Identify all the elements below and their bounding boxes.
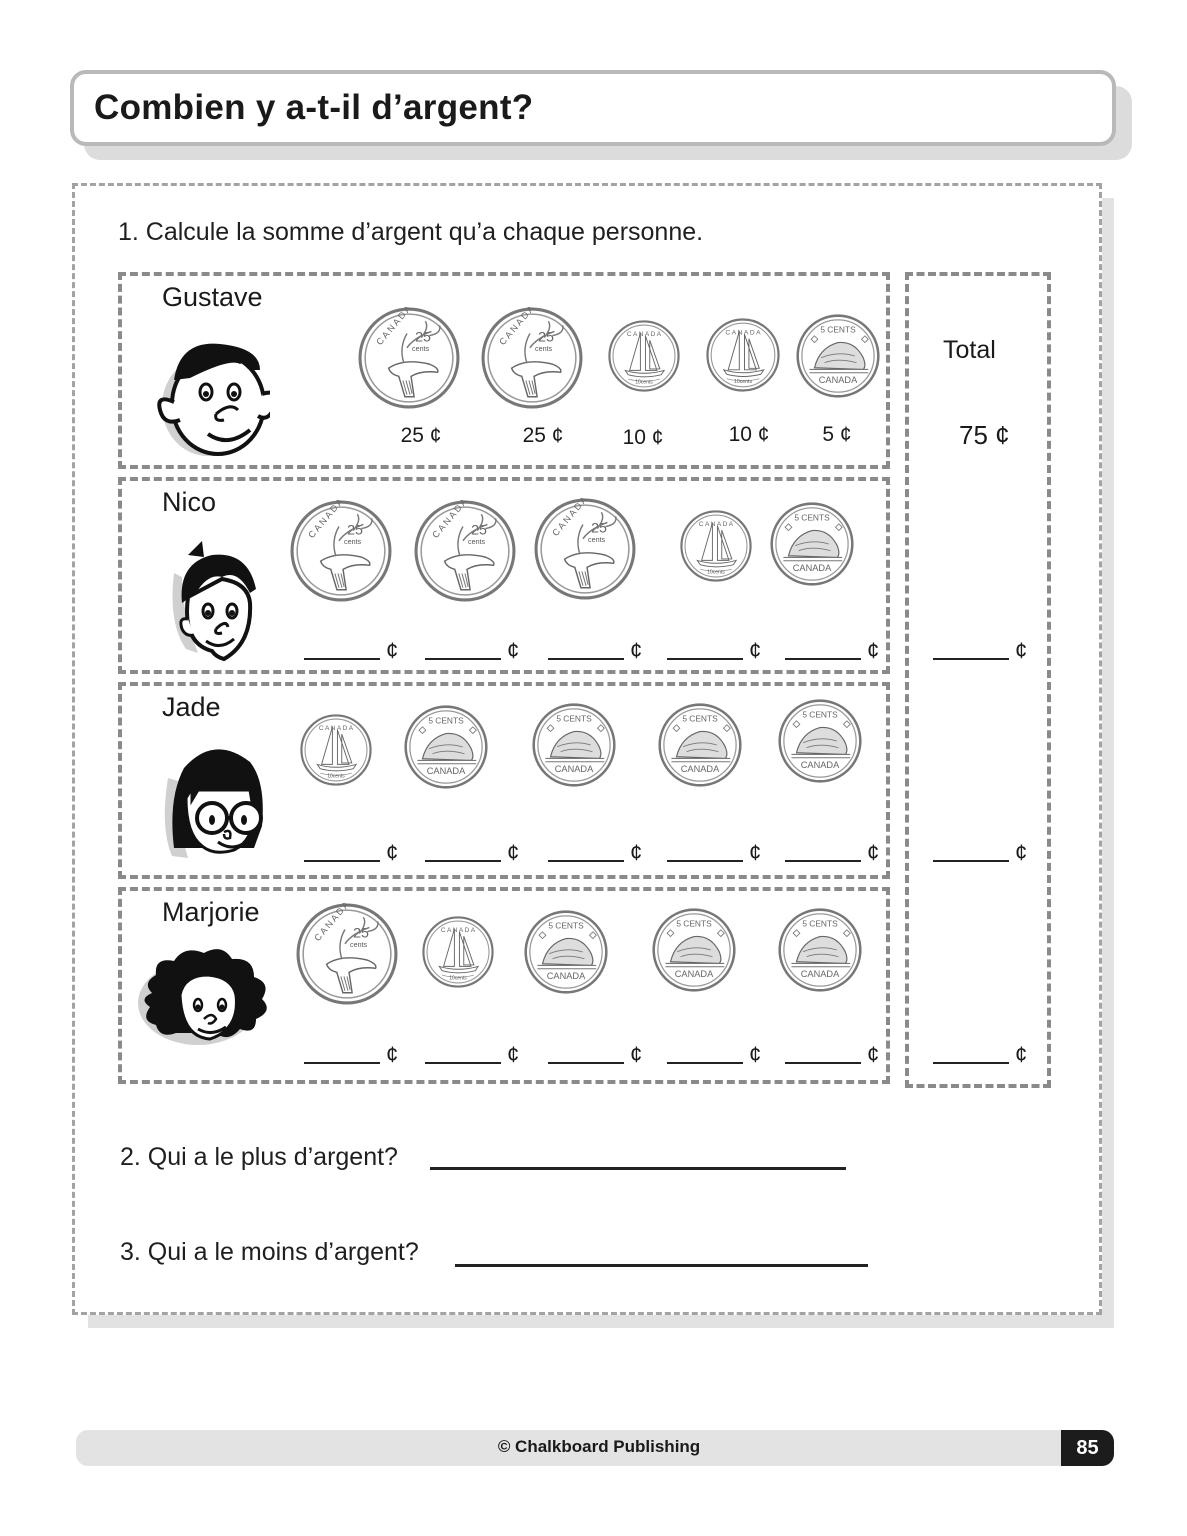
cent-symbol: ¢ (630, 1042, 643, 1067)
cent-symbol: ¢ (1015, 1042, 1028, 1067)
cent-symbol: ¢ (867, 840, 880, 865)
copyright-text: © Chalkboard Publishing (497, 1437, 701, 1456)
nickel-coin-icon (652, 908, 736, 992)
row-nico (118, 477, 890, 674)
cent-symbol: ¢ (867, 638, 880, 663)
cent-symbol: ¢ (1015, 840, 1028, 865)
answer-blank[interactable] (667, 1062, 743, 1064)
nickel-coin-icon (658, 703, 742, 787)
cent-symbol: ¢ (749, 638, 762, 663)
total-column (905, 272, 1051, 1088)
question-3: 3. Qui a le moins d’argent? (120, 1238, 419, 1266)
cent-symbol: ¢ (749, 1042, 762, 1067)
nickel-coin-icon (770, 502, 854, 586)
girl-curly-hair-icon (132, 943, 282, 1053)
answer-blank[interactable] (425, 658, 501, 660)
person-name: Gustave (162, 282, 263, 312)
page-title: Combien y a-t-il d’argent? (94, 88, 534, 127)
row-jade (118, 682, 890, 879)
footer-bar (76, 1430, 1114, 1466)
quarter-coin-icon (296, 903, 398, 1005)
person-name: Jade (162, 692, 221, 722)
answer-blank[interactable] (548, 860, 624, 862)
cent-symbol: ¢ (507, 638, 520, 663)
answer-blank[interactable] (667, 860, 743, 862)
dime-coin-icon (300, 714, 372, 786)
coin-value: 25 ¢ (522, 424, 564, 447)
total-answer-blank-marjorie[interactable] (933, 1062, 1009, 1064)
quarter-coin-icon (534, 498, 636, 600)
cent-symbol: ¢ (386, 840, 399, 865)
nickel-coin-icon (796, 314, 880, 398)
quarter-coin-icon (481, 307, 583, 409)
coin-value: 5 ¢ (822, 423, 852, 446)
answer-blank[interactable] (548, 1062, 624, 1064)
answer-blank[interactable] (304, 860, 380, 862)
answer-blank[interactable] (785, 658, 861, 660)
answer-blank[interactable] (425, 860, 501, 862)
answer-blank[interactable] (785, 860, 861, 862)
question-1: 1. Calcule la somme d’argent qu’a chaque personne. (118, 218, 704, 246)
coin-value: 10 ¢ (622, 426, 664, 449)
boy-face-icon (152, 533, 262, 663)
answer-blank[interactable] (304, 658, 380, 660)
quarter-coin-icon (358, 307, 460, 409)
boy-face-icon (150, 330, 270, 460)
cent-symbol: ¢ (1015, 638, 1028, 663)
dime-coin-icon (680, 510, 752, 582)
person-name: Nico (162, 487, 217, 517)
answer-blank[interactable] (785, 1062, 861, 1064)
girl-face-icon (154, 738, 274, 868)
nickel-coin-icon (524, 910, 608, 994)
cent-symbol: ¢ (749, 840, 762, 865)
question-2: 2. Qui a le plus d’argent? (120, 1143, 398, 1171)
answer-blank[interactable] (425, 1062, 501, 1064)
total-answer-blank-nico[interactable] (933, 658, 1009, 660)
page-number: 85 (1061, 1430, 1114, 1466)
answer-blank[interactable] (548, 658, 624, 660)
title-banner (70, 70, 1116, 146)
cent-symbol: ¢ (386, 638, 399, 663)
answer-line-least-money[interactable] (455, 1264, 868, 1267)
dime-coin-icon (608, 320, 680, 392)
total-header: Total (943, 336, 996, 364)
cent-symbol: ¢ (507, 1042, 520, 1067)
cent-symbol: ¢ (386, 1042, 399, 1067)
answer-blank[interactable] (667, 658, 743, 660)
nickel-coin-icon (778, 908, 862, 992)
nickel-coin-icon (404, 705, 488, 789)
cent-symbol: ¢ (507, 840, 520, 865)
cent-symbol: ¢ (630, 840, 643, 865)
total-example-value: 75 ¢ (959, 420, 1010, 450)
dime-coin-icon (422, 916, 494, 988)
quarter-coin-icon (414, 500, 516, 602)
answer-blank[interactable] (304, 1062, 380, 1064)
answer-line-most-money[interactable] (430, 1167, 846, 1170)
person-name: Marjorie (162, 897, 260, 927)
nickel-coin-icon (532, 703, 616, 787)
dime-coin-icon (706, 318, 780, 392)
row-marjorie (118, 887, 890, 1084)
coin-value: 10 ¢ (728, 423, 770, 446)
cent-symbol: ¢ (630, 638, 643, 663)
row-gustave (118, 272, 890, 469)
nickel-coin-icon (778, 699, 862, 783)
coin-value: 25 ¢ (400, 424, 442, 447)
quarter-coin-icon (290, 500, 392, 602)
cent-symbol: ¢ (867, 1042, 880, 1067)
total-answer-blank-jade[interactable] (933, 860, 1009, 862)
